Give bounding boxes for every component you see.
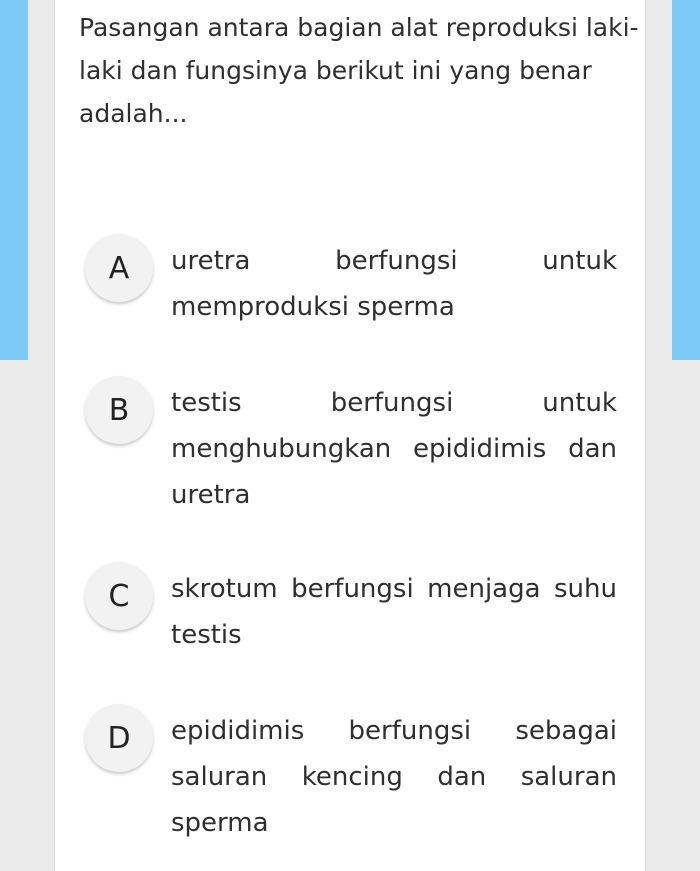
option-letter-a: A xyxy=(85,234,153,302)
option-letter-d: D xyxy=(85,704,153,772)
question-card xyxy=(54,0,646,871)
question-text: Pasangan antara bagian alat reproduksi laki-laki dan fungsinya berikut ini yang benar adalah... xyxy=(79,13,639,128)
left-accent-band xyxy=(0,0,28,360)
option-text-c: skrotum berfungsi menjaga suhu testis xyxy=(171,574,617,650)
answer-option-a[interactable] xyxy=(85,228,645,338)
answer-option-d[interactable] xyxy=(85,698,645,838)
option-letter-c: C xyxy=(85,562,153,630)
answer-option-c[interactable] xyxy=(85,556,645,666)
answer-option-b[interactable] xyxy=(85,370,645,510)
right-accent-band xyxy=(672,0,700,360)
option-letter-b: B xyxy=(85,376,153,444)
option-text-b: testis berfungsi untuk menghubungkan epididimis dan uretra xyxy=(171,388,617,510)
option-text-d: epididimis berfungsi sebagai saluran kencing dan saluran sperma xyxy=(171,716,617,838)
option-text-a: uretra berfungsi untuk memproduksi sperma xyxy=(171,246,617,322)
